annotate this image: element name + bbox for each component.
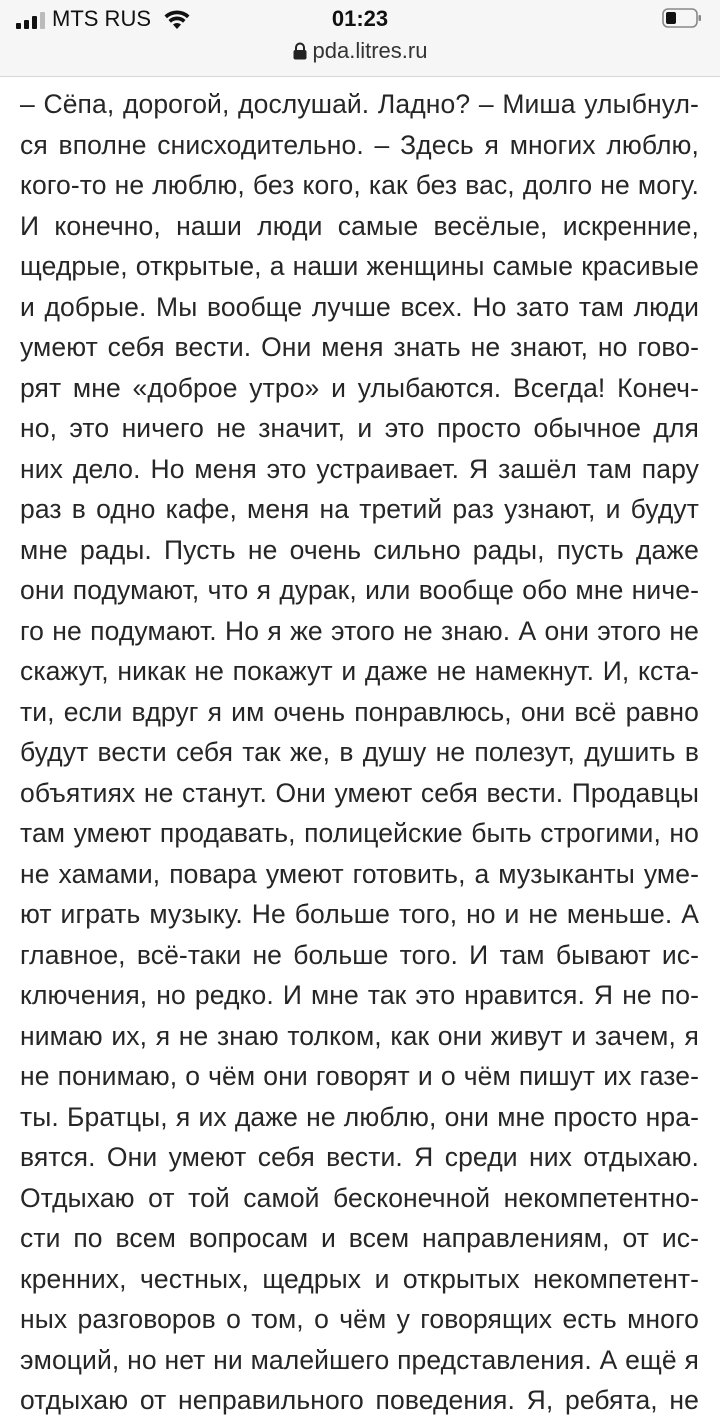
text-line: – Сёпа, дорогой, дослушай. Ладно? – Миша улыбнул- [20, 89, 699, 119]
text-line: ся вполне снисходительно. – Здесь я многих люблю, [20, 129, 699, 160]
lock-icon [293, 42, 307, 60]
text-line: мне рады. Пусть не очень сильно рады, пусть даже [20, 534, 699, 565]
carrier-name: MTS RUS [52, 6, 151, 31]
text-line: объятиях не станут. Они умеют себя вести. Продавцы [20, 777, 699, 808]
text-line: рят мне «доброе утро» и улыбаются. Всегда! Конеч- [20, 372, 699, 403]
text-line: раз в одно кафе, меня на третий раз узнают, и будут [20, 494, 699, 524]
text-line: умеют себя вести. Они меня знать не знают, но гово- [20, 332, 699, 362]
text-line: эмоций, но нет ни малейшего представления. А ещё я [20, 1344, 699, 1375]
url-text: pda.litres.ru [312, 38, 428, 63]
status-time: 01:23 [331, 6, 389, 31]
text-line: Отдыхаю от той самой бесконечной некомпетентно- [20, 1182, 699, 1213]
text-line: кого-то не люблю, без кого, как без вас, долго не могу. [20, 170, 699, 200]
text-line: И конечно, наши люди самые весёлые, искренние, [20, 210, 699, 241]
text-line: сти по всем вопросам и всем направлениям, от ис- [20, 1223, 699, 1253]
text-line: будут вести себя так же, в душу не полезут, душить в [20, 737, 699, 767]
text-line: них дело. Но меня это устраивает. Я зашёл там пару [20, 453, 699, 484]
text-line: вятся. Они умеют себя вести. Я среди них отдыхаю. [20, 1142, 699, 1172]
text-line: ют играть музыку. Не больше того, но и не меньше. А [20, 899, 699, 929]
text-line: ключения, но редко. И мне так это нравится. Я не по- [20, 980, 699, 1010]
text-line: го не подумают. Но я же этого не знаю. А они этого не [20, 615, 699, 646]
text-line: ти, если вдруг я им очень понравлюсь, они всё равно [20, 696, 699, 727]
text-line: щедрые, открытые, а наши женщины самые красивые [20, 251, 699, 281]
text-line: ных разговоров о том, о чём у говорящих есть много [20, 1304, 699, 1334]
text-line: отдыхаю от неправильного поведения. Я, ребята, не [20, 1385, 699, 1415]
text-line: ты. Братцы, я их даже не люблю, они мне просто нра- [20, 1101, 699, 1132]
text-line: там умеют продавать, полицейские быть строгими, но [20, 818, 699, 848]
battery-icon [662, 8, 702, 28]
text-line: главное, всё-таки не больше того. И там бывают ис- [20, 939, 699, 970]
text-line: и добрые. Мы вообще лучше всех. Но зато там люди [20, 291, 699, 322]
text-line: не хамами, повара умеют готовить, а музыканты уме- [20, 858, 699, 889]
article-text [20, 84, 699, 1421]
text-line: нимаю их, я не знаю толком, как они живут и зачем, я [20, 1020, 699, 1051]
text-line: но, это ничего не значит, и это просто обычное для [20, 413, 699, 443]
text-line: скажут, никак не покажут и даже не намекнут. И, кста- [20, 656, 699, 686]
address-bar[interactable] [0, 34, 720, 77]
text-line: не понимаю, о чём они говорят и о чём пишут их газе- [20, 1061, 699, 1091]
url-display[interactable] [0, 38, 720, 64]
text-line: кренних, честных, щедрых и открытых некомпетент- [20, 1263, 699, 1294]
text-line: они подумают, что я дурак, или вообще обо мне ниче- [20, 575, 699, 605]
